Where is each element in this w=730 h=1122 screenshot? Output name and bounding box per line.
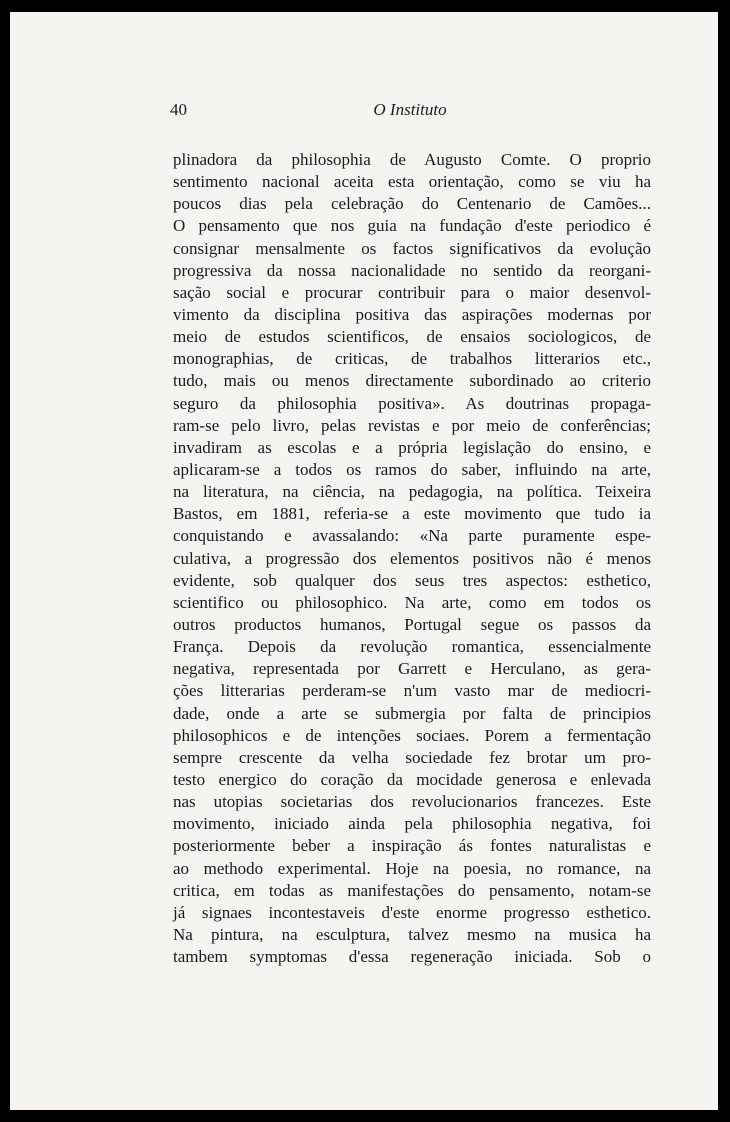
text-line: evidente, sob qualquer dos seus tres aspectos: esthetico, [173,570,651,590]
text-line: negativa, representada por Garrett e Herculano, as gera- [173,659,651,679]
text-line: conquistando e avassalando: «Na parte puramente espe- [173,526,651,546]
text-line: posteriormente beber a inspiração ás fontes naturalistas e [173,836,651,856]
text-line: culativa, a progressão dos elementos positivos não é menos [173,548,651,568]
text-line: Na pintura, na esculptura, talvez mesmo na musica ha [173,924,651,944]
text-line: plinadora da philosophia de Augusto Comte. O proprio [173,150,651,169]
text-line: philosophicos e de intenções sociaes. Porem a fermentação [173,725,651,745]
text-line: sação social e procurar contribuir para o maior desenvol- [173,282,651,302]
text-line: tambem symptomas d'essa regeneração iniciada. Sob o [173,947,651,967]
text-line: progressiva da nossa nacionalidade no sentido da reorgani- [173,260,651,280]
text-line: monographias, de criticas, de trabalhos litterarios etc., [173,349,651,369]
text-line: critica, em todas as manifestações do pensamento, notam-se [173,880,651,900]
text-line: nas utopias societarias dos revolucionarios francezes. Este [173,792,651,812]
book-page [10,12,718,1110]
text-line: O pensamento que nos guia na fundação d'este periodico é [173,216,651,236]
text-line: na literatura, na ciência, na pedagogia, na política. Teixeira [173,482,651,502]
text-line: seguro da philosophia positiva». As doutrinas propaga- [173,393,651,413]
text-line: testo energico do coração da mocidade generosa e enlevada [173,769,651,789]
text-line: já signaes incontestaveis d'este enorme progresso esthetico. [173,902,651,922]
text-line: outros productos humanos, Portugal segue os passos da [173,614,651,634]
text-line: ao methodo experimental. Hoje na poesia, no romance, na [173,858,651,878]
text-line: scientifico ou philosophico. Na arte, como em todos os [173,592,651,612]
text-line: sentimento nacional aceita esta orientação, como se viu ha [173,172,651,192]
text-line: tudo, mais ou menos directamente subordinado ao criterio [173,371,651,391]
text-line: ções litterarias perderam-se n'um vasto mar de mediocri- [173,681,651,701]
text-line: poucos dias pela celebração do Centenario de Camões... [173,194,651,214]
text-line: aplicaram-se a todos os ramos do saber, influindo na arte, [173,459,651,479]
text-line: vimento da disciplina positiva das aspirações modernas por [173,304,651,324]
text-line: consignar mensalmente os factos significativos da evolução [173,238,651,258]
text-line: Bastos, em 1881, referia-se a este movimento que tudo ia [173,504,651,524]
text-line: meio de estudos scientificos, de ensaios sociologicos, de [173,327,651,347]
page-header [170,100,650,124]
body-text [173,149,651,968]
page-number: 40 [170,100,187,119]
text-line: ram-se pelo livro, pelas revistas e por meio de conferências; [173,415,651,435]
running-title: O Instituto [373,100,447,119]
text-line: dade, onde a arte se submergia por falta de principios [173,703,651,723]
text-line: sempre crescente da velha sociedade fez brotar um pro- [173,747,651,767]
text-line: França. Depois da revolução romantica, essencialmente [173,637,651,657]
text-line: movimento, iniciado ainda pela philosophia negativa, foi [173,814,651,834]
text-line: invadiram as escolas e a própria legislação do ensino, e [173,437,651,457]
